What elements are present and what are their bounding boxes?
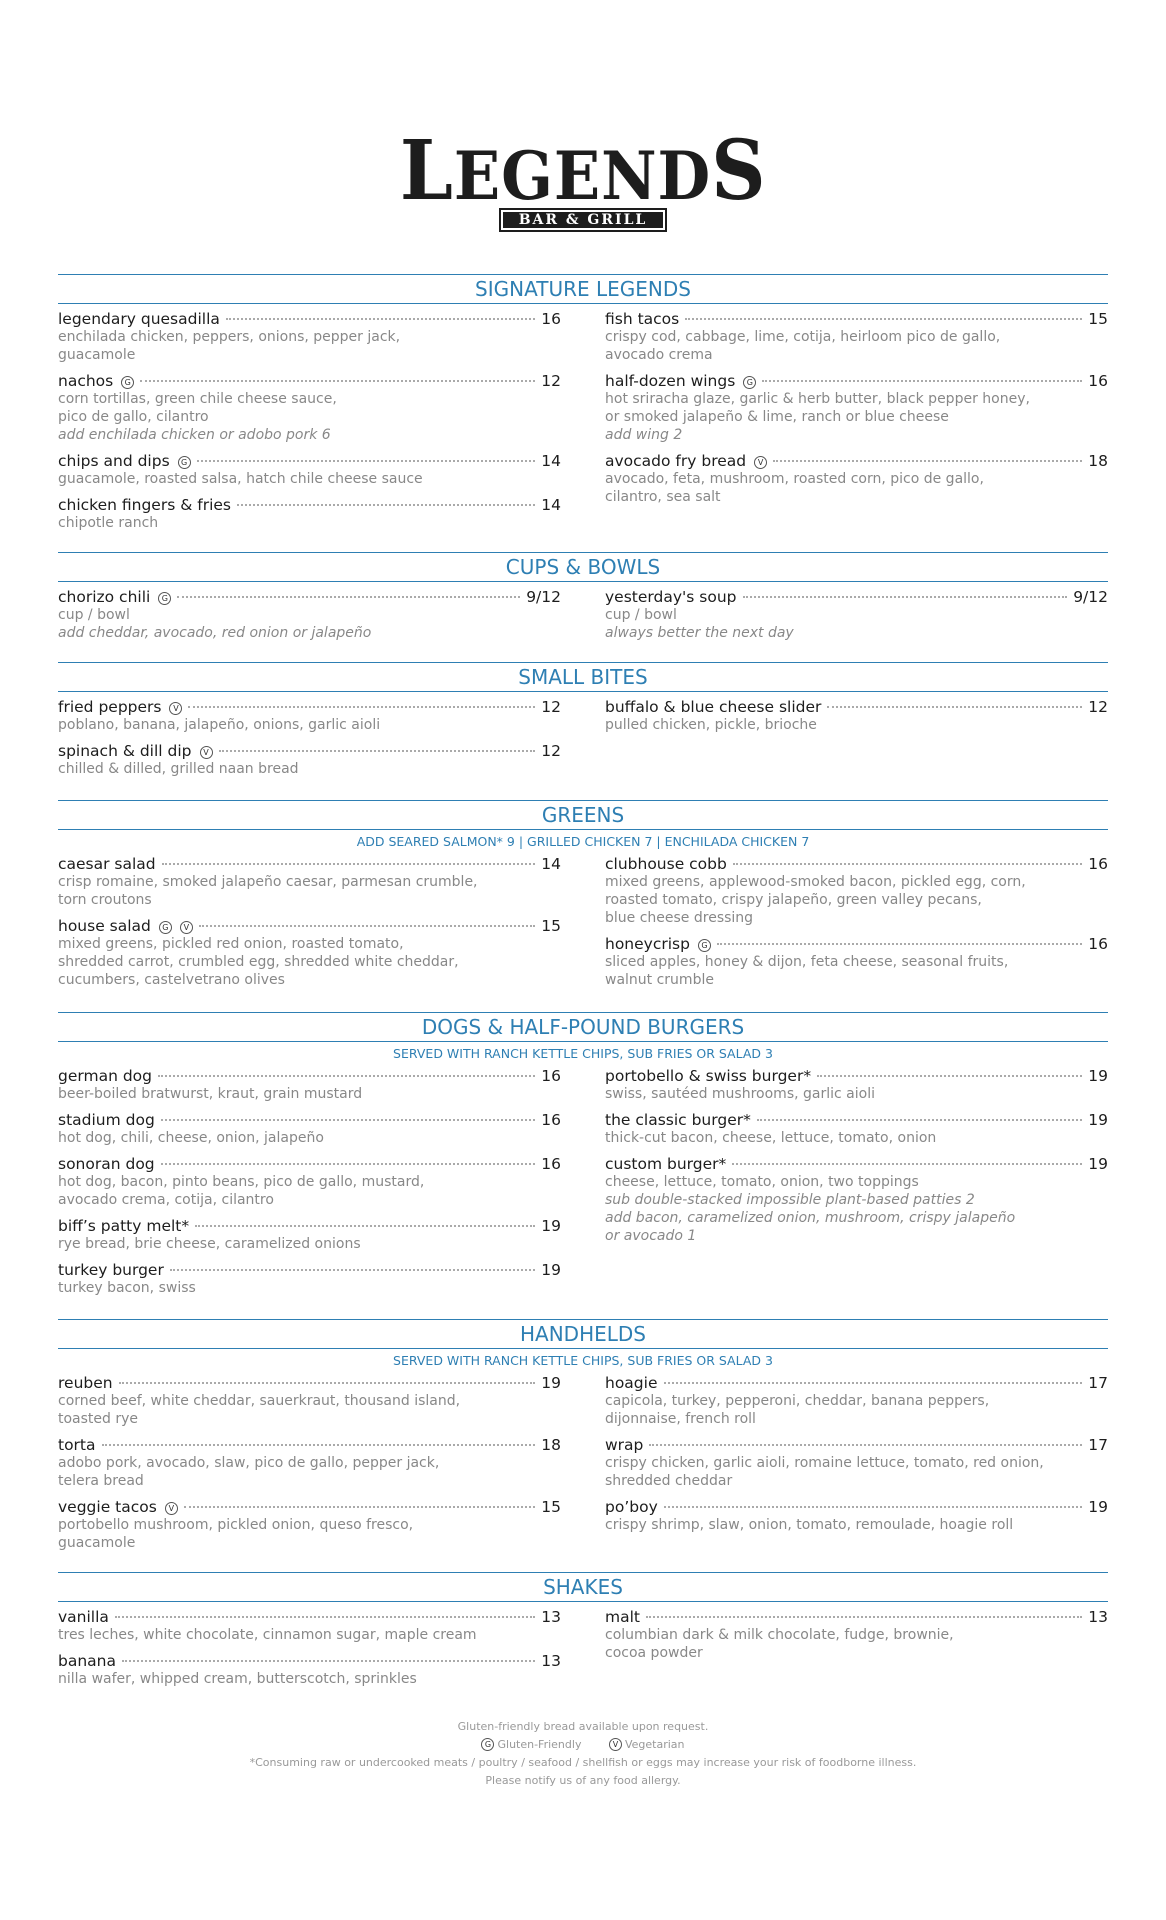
dot-leader — [177, 596, 520, 598]
menu-item-description: cocoa powder — [605, 1645, 703, 1661]
vegetarian-icon: V — [165, 1502, 178, 1515]
column-right — [605, 1608, 1108, 1696]
menu-item-description: cup / bowl — [58, 607, 130, 623]
footer — [0, 1718, 1166, 1790]
section-title: GREENS — [58, 800, 1108, 830]
menu-item-price: 12 — [541, 698, 561, 716]
menu-item-name: custom burger* — [605, 1155, 727, 1173]
menu-item — [605, 698, 1108, 734]
dot-leader — [664, 1506, 1083, 1508]
menu-item — [605, 1374, 1108, 1428]
menu-item-line — [58, 1217, 561, 1235]
menu-item-name: yesterday's soup — [605, 588, 737, 606]
menu-item-description: tres leches, white chocolate, cinnamon sugar, maple cream — [58, 1627, 477, 1643]
menu-item-line — [58, 1436, 561, 1454]
menu-item — [605, 1067, 1108, 1103]
section-handhelds — [58, 1319, 1108, 1560]
dot-leader — [827, 706, 1082, 708]
menu-item-price: 17 — [1088, 1436, 1108, 1454]
menu-item-description: or smoked jalapeño & lime, ranch or blue cheese — [605, 409, 949, 425]
menu-item-price: 13 — [1088, 1608, 1108, 1626]
menu-item-description: swiss, sautéed mushrooms, garlic aioli — [605, 1086, 875, 1102]
section-note: SERVED WITH RANCH KETTLE CHIPS, SUB FRIES OR SALAD 3 — [393, 1353, 773, 1368]
menu-item-description: avocado, feta, mushroom, roasted corn, pico de gallo, — [605, 471, 984, 487]
vegetarian-icon: V — [609, 1738, 622, 1751]
dot-leader — [162, 863, 536, 865]
menu-item-description: torn croutons — [58, 892, 152, 908]
section-small-bites — [58, 662, 1108, 786]
menu-item-description: cup / bowl — [605, 607, 677, 623]
menu-item-line — [58, 496, 561, 514]
menu-item — [605, 1155, 1108, 1245]
menu-item-name: hoagie — [605, 1374, 658, 1392]
menu-item-line — [58, 1374, 561, 1392]
menu-item-description: capicola, turkey, pepperoni, cheddar, banana peppers, — [605, 1393, 990, 1409]
menu-item-price: 17 — [1088, 1374, 1108, 1392]
menu-item-price: 16 — [1088, 855, 1108, 873]
menu-item-name: nachos — [58, 372, 114, 390]
menu-item-name: half-dozen wings — [605, 372, 736, 390]
footer-legend — [0, 1736, 1166, 1754]
menu-item-description: hot dog, chili, cheese, onion, jalapeño — [58, 1130, 324, 1146]
menu-item-description: mixed greens, applewood-smoked bacon, pickled egg, corn, — [605, 874, 1026, 890]
menu-item-line — [605, 1374, 1108, 1392]
column-right — [605, 1374, 1108, 1560]
section-columns — [58, 698, 1108, 786]
menu-item-price: 16 — [1088, 935, 1108, 953]
menu-item-price: 12 — [541, 372, 561, 390]
menu-item-line — [605, 1111, 1108, 1129]
section-columns — [58, 1067, 1108, 1305]
menu-item-name: spinach & dill dip — [58, 742, 192, 760]
gluten-friendly-icon: G — [158, 592, 171, 605]
menu-item — [58, 1155, 561, 1209]
vegetarian-icon: V — [180, 921, 193, 934]
menu-item-line — [605, 698, 1108, 716]
gluten-friendly-icon: G — [698, 939, 711, 952]
menu-item-price: 16 — [541, 310, 561, 328]
menu-item-price: 19 — [1088, 1155, 1108, 1173]
menu-item — [58, 1652, 561, 1688]
menu-item-description: guacamole, roasted salsa, hatch chile cheese sauce — [58, 471, 423, 487]
footer-disclaimer: *Consuming raw or undercooked meats / poultry / seafood / shellfish or eggs may increase your risk of foodborne illness. — [249, 1756, 917, 1769]
menu-item-description: columbian dark & milk chocolate, fudge, brownie, — [605, 1627, 954, 1643]
menu-item — [58, 742, 561, 778]
menu-item — [58, 855, 561, 909]
menu-item-name: turkey burger — [58, 1261, 164, 1279]
menu-item-description: roasted tomato, crispy jalapeño, green valley pecans, — [605, 892, 982, 908]
menu-item-description: enchilada chicken, peppers, onions, pepper jack, — [58, 329, 401, 345]
menu-item-line — [58, 1652, 561, 1670]
logo-letters-egend: EGEND — [453, 137, 711, 215]
dot-leader — [122, 1660, 535, 1662]
menu-item-name: reuben — [58, 1374, 113, 1392]
menu-item — [58, 698, 561, 734]
menu-item-line — [58, 310, 561, 328]
menu-item-price: 18 — [541, 1436, 561, 1454]
menu-item-name: sonoran dog — [58, 1155, 155, 1173]
menu-item — [58, 452, 561, 488]
section-columns — [58, 1374, 1108, 1560]
menu-item-name: chicken fingers & fries — [58, 496, 231, 514]
section-note: SERVED WITH RANCH KETTLE CHIPS, SUB FRIES OR SALAD 3 — [393, 1046, 773, 1061]
menu-item-price: 9/12 — [1073, 588, 1108, 606]
menu-item-line — [58, 1155, 561, 1173]
menu-item — [605, 1436, 1108, 1490]
menu-item-description: corned beef, white cheddar, sauerkraut, thousand island, — [58, 1393, 461, 1409]
menu-item-description: cucumbers, castelvetrano olives — [58, 972, 285, 988]
dot-leader — [773, 460, 1082, 462]
menu-item — [58, 1498, 561, 1552]
menu-item-description: chilled & dilled, grilled naan bread — [58, 761, 299, 777]
menu-item-name: clubhouse cobb — [605, 855, 727, 873]
dot-leader — [119, 1382, 536, 1384]
dot-leader — [158, 1075, 535, 1077]
menu-item-price: 15 — [1088, 310, 1108, 328]
gluten-friendly-icon: G — [743, 376, 756, 389]
menu-item-name: buffalo & blue cheese slider — [605, 698, 822, 716]
menu-item — [58, 1436, 561, 1490]
menu-item-description: nilla wafer, whipped cream, butterscotch, sprinkles — [58, 1671, 417, 1687]
dot-leader — [140, 380, 535, 382]
menu-item-price: 15 — [541, 1498, 561, 1516]
section-columns — [58, 310, 1108, 540]
menu-item-addon: add bacon, caramelized onion, mushroom, crispy jalapeño — [605, 1210, 1016, 1226]
menu-item-price: 14 — [541, 855, 561, 873]
menu-item-description: mixed greens, pickled red onion, roasted tomato, — [58, 936, 404, 952]
menu-item-price: 12 — [541, 742, 561, 760]
dot-leader — [646, 1616, 1082, 1618]
menu-item-line — [58, 372, 561, 390]
dot-leader — [757, 1119, 1082, 1121]
menu-item-name: fried peppers — [58, 698, 162, 716]
menu-item-name: german dog — [58, 1067, 152, 1085]
menu-item-description: hot dog, bacon, pinto beans, pico de gallo, mustard, — [58, 1174, 425, 1190]
dot-leader — [195, 1225, 535, 1227]
vegetarian-icon: V — [169, 702, 182, 715]
menu-item — [58, 588, 561, 642]
menu-item-description: cilantro, sea salt — [605, 489, 721, 505]
dot-leader — [237, 504, 535, 506]
section-columns — [58, 855, 1108, 997]
section-signature — [58, 274, 1108, 540]
section-title: SIGNATURE LEGENDS — [58, 274, 1108, 304]
menu-item — [58, 1261, 561, 1297]
section-title: HANDHELDS — [58, 1319, 1108, 1349]
dot-leader — [664, 1382, 1083, 1384]
dot-leader — [170, 1269, 535, 1271]
menu-item-description: sliced apples, honey & dijon, feta cheese, seasonal fruits, — [605, 954, 1009, 970]
column-right — [605, 855, 1108, 997]
dot-leader — [649, 1444, 1082, 1446]
legend-vegetarian — [609, 1736, 685, 1754]
menu-item-name: fish tacos — [605, 310, 680, 328]
menu-item-name: house salad — [58, 917, 151, 935]
menu-item-addon: or avocado 1 — [605, 1228, 697, 1244]
menu-item-description: crispy cod, cabbage, lime, cotija, heirloom pico de gallo, — [605, 329, 1001, 345]
menu-item — [58, 1217, 561, 1253]
menu-item — [58, 1067, 561, 1103]
menu-item — [605, 310, 1108, 364]
menu-item-price: 13 — [541, 1608, 561, 1626]
menu-item-description: guacamole — [58, 1535, 136, 1551]
menu-item-description: avocado crema — [605, 347, 713, 363]
menu-item-line — [58, 855, 561, 873]
menu-item — [605, 372, 1108, 444]
menu-item — [605, 935, 1108, 989]
section-title: SMALL BITES — [58, 662, 1108, 692]
menu-item-name: chips and dips — [58, 452, 170, 470]
dot-leader — [733, 863, 1082, 865]
menu-item-addon: always better the next day — [605, 625, 794, 641]
menu-item — [605, 1111, 1108, 1147]
menu-item-addon: sub double-stacked impossible plant-based patties 2 — [605, 1192, 975, 1208]
menu-item — [58, 1111, 561, 1147]
menu-item-description: turkey bacon, swiss — [58, 1280, 196, 1296]
column-right — [605, 698, 1108, 786]
gluten-friendly-icon: G — [178, 456, 191, 469]
menu-item — [58, 310, 561, 364]
menu-item-description: crispy shrimp, slaw, onion, tomato, remoulade, hoagie roll — [605, 1517, 1014, 1533]
dot-leader — [762, 380, 1082, 382]
menu-item-name: honeycrisp — [605, 935, 690, 953]
column-right — [605, 310, 1108, 540]
dot-leader — [219, 750, 536, 752]
menu-item-line — [605, 310, 1108, 328]
menu-item-description: blue cheese dressing — [605, 910, 754, 926]
menu-item-line — [605, 1498, 1108, 1516]
menu-item-name: banana — [58, 1652, 116, 1670]
section-dogs-burgers — [58, 1012, 1108, 1305]
footer-bread-note: Gluten-friendly bread available upon request. — [457, 1720, 709, 1733]
menu-item-name: stadium dog — [58, 1111, 155, 1129]
menu-item-description: corn tortillas, green chile cheese sauce, — [58, 391, 337, 407]
menu-item-line — [605, 1067, 1108, 1085]
menu-item — [605, 1498, 1108, 1534]
menu-item-name: veggie tacos — [58, 1498, 157, 1516]
column-left — [58, 1608, 561, 1696]
menu-item-line — [58, 698, 561, 716]
section-note: ADD SEARED SALMON* 9 | GRILLED CHICKEN 7 | ENCHILADA CHICKEN 7 — [356, 834, 810, 849]
menu-item-name: vanilla — [58, 1608, 109, 1626]
menu-item-description: dijonnaise, french roll — [605, 1411, 756, 1427]
menu-item-line — [58, 588, 561, 606]
dot-leader — [184, 1506, 535, 1508]
section-columns — [58, 588, 1108, 650]
menu-item-description: walnut crumble — [605, 972, 714, 988]
menu-item-description: adobo pork, avocado, slaw, pico de gallo, pepper jack, — [58, 1455, 440, 1471]
menu-item-description: thick-cut bacon, cheese, lettuce, tomato, onion — [605, 1130, 937, 1146]
menu-item-description: guacamole — [58, 347, 136, 363]
menu-item-description: shredded cheddar — [605, 1473, 733, 1489]
section-title: SHAKES — [58, 1572, 1108, 1602]
menu-item-line — [605, 855, 1108, 873]
vegetarian-icon: V — [200, 746, 213, 759]
column-left — [58, 1374, 561, 1560]
section-greens — [58, 800, 1108, 997]
dot-leader — [717, 943, 1082, 945]
dot-leader — [199, 925, 535, 927]
menu-item-name: the classic burger* — [605, 1111, 751, 1129]
menu-item-name: caesar salad — [58, 855, 156, 873]
menu-item — [605, 452, 1108, 506]
menu-item-price: 19 — [1088, 1498, 1108, 1516]
menu-item — [58, 1374, 561, 1428]
menu-item-line — [58, 452, 561, 470]
gluten-friendly-icon: G — [159, 921, 172, 934]
menu-item — [58, 917, 561, 989]
menu-item-description: rye bread, brie cheese, caramelized onions — [58, 1236, 361, 1252]
dot-leader — [115, 1616, 535, 1618]
menu-item-line — [58, 742, 561, 760]
menu-item-line — [58, 1608, 561, 1626]
menu-item-addon: add wing 2 — [605, 427, 683, 443]
menu-item — [605, 1608, 1108, 1662]
menu-item-line — [605, 588, 1108, 606]
logo-subtitle: BAR & GRILL — [499, 208, 668, 232]
dot-leader — [743, 596, 1068, 598]
legend-gluten-friendly-label: Gluten-Friendly — [497, 1738, 582, 1751]
logo-letter-s: S — [710, 123, 767, 219]
menu-item-price: 19 — [541, 1217, 561, 1235]
menu-item-description: portobello mushroom, pickled onion, queso fresco, — [58, 1517, 414, 1533]
menu-item-line — [58, 917, 561, 935]
menu-item-price: 19 — [1088, 1111, 1108, 1129]
menu-item-price: 16 — [541, 1155, 561, 1173]
menu-item-price: 18 — [1088, 452, 1108, 470]
menu-item-name: legendary quesadilla — [58, 310, 220, 328]
footer-allergy-note: Please notify us of any food allergy. — [485, 1774, 681, 1787]
menu-item-addon: add enchilada chicken or adobo pork 6 — [58, 427, 331, 443]
menu-item-price: 15 — [541, 917, 561, 935]
menu-item-line — [605, 1608, 1108, 1626]
section-cups — [58, 552, 1108, 650]
dot-leader — [197, 460, 536, 462]
vegetarian-icon: V — [754, 456, 767, 469]
menu-item-name: avocado fry bread — [605, 452, 747, 470]
menu-item-description: pico de gallo, cilantro — [58, 409, 209, 425]
menu-item-name: biff’s patty melt* — [58, 1217, 190, 1235]
menu-item-price: 12 — [1088, 698, 1108, 716]
menu-item-name: portobello & swiss burger* — [605, 1067, 812, 1085]
gluten-friendly-icon: G — [121, 376, 134, 389]
menu-item-line — [605, 372, 1108, 390]
menu-item-description: poblano, banana, jalapeño, onions, garlic aioli — [58, 717, 381, 733]
column-left — [58, 1067, 561, 1305]
column-left — [58, 310, 561, 540]
menu-item — [58, 372, 561, 444]
menu-item-name: malt — [605, 1608, 640, 1626]
dot-leader — [161, 1163, 536, 1165]
dot-leader — [102, 1444, 536, 1446]
legend-vegetarian-label: Vegetarian — [624, 1738, 685, 1751]
column-right — [605, 1067, 1108, 1305]
menu-item-addon: add cheddar, avocado, red onion or jalapeño — [58, 625, 372, 641]
dot-leader — [817, 1075, 1082, 1077]
menu-item-price: 16 — [541, 1067, 561, 1085]
menu-item-line — [58, 1498, 561, 1516]
menu-item-line — [58, 1111, 561, 1129]
menu-item-description: chipotle ranch — [58, 515, 159, 531]
menu-item-description: crisp romaine, smoked jalapeño caesar, parmesan crumble, — [58, 874, 478, 890]
dot-leader — [732, 1163, 1082, 1165]
menu-item-price: 13 — [541, 1652, 561, 1670]
menu-item-description: pulled chicken, pickle, brioche — [605, 717, 817, 733]
gluten-friendly-icon: G — [481, 1738, 494, 1751]
menu-item — [58, 1608, 561, 1644]
menu-item-line — [58, 1261, 561, 1279]
menu-item-price: 19 — [541, 1261, 561, 1279]
dot-leader — [188, 706, 535, 708]
logo-title — [399, 123, 767, 219]
menu-item-price: 19 — [1088, 1067, 1108, 1085]
column-left — [58, 855, 561, 997]
menu-item-line — [605, 452, 1108, 470]
menu-item-description: shredded carrot, crumbled egg, shredded white cheddar, — [58, 954, 459, 970]
menu-item-price: 16 — [1088, 372, 1108, 390]
column-left — [58, 588, 561, 650]
dot-leader — [226, 318, 535, 320]
menu-item-description: avocado crema, cotija, cilantro — [58, 1192, 274, 1208]
menu-item-line — [58, 1067, 561, 1085]
menu-item-name: chorizo chili — [58, 588, 151, 606]
menu-item-description: beer-boiled bratwurst, kraut, grain mustard — [58, 1086, 363, 1102]
menu-item-price: 9/12 — [526, 588, 561, 606]
legend-gluten-friendly — [481, 1736, 581, 1754]
menu-item-name: wrap — [605, 1436, 644, 1454]
menu-item — [58, 496, 561, 532]
menu-item-line — [605, 1436, 1108, 1454]
menu-item-price: 19 — [541, 1374, 561, 1392]
menu-item-price: 14 — [541, 496, 561, 514]
menu-item-price: 14 — [541, 452, 561, 470]
menu-item-price: 16 — [541, 1111, 561, 1129]
dot-leader — [161, 1119, 535, 1121]
menu-item-description: crispy chicken, garlic aioli, romaine lettuce, tomato, red onion, — [605, 1455, 1044, 1471]
menu-item-description: hot sriracha glaze, garlic & herb butter, black pepper honey, — [605, 391, 1030, 407]
menu-item-description: toasted rye — [58, 1411, 139, 1427]
menu-item — [605, 855, 1108, 927]
section-title: CUPS & BOWLS — [58, 552, 1108, 582]
column-left — [58, 698, 561, 786]
section-columns — [58, 1608, 1108, 1696]
menu-item-name: torta — [58, 1436, 96, 1454]
menu-item-name: po’boy — [605, 1498, 658, 1516]
menu-item — [605, 588, 1108, 642]
menu-item-line — [605, 1155, 1108, 1173]
menu-item-line — [605, 935, 1108, 953]
menu-item-description: telera bread — [58, 1473, 144, 1489]
dot-leader — [685, 318, 1082, 320]
logo-letter-l: L — [399, 123, 454, 219]
section-shakes — [58, 1572, 1108, 1696]
menu-item-description: cheese, lettuce, tomato, onion, two toppings — [605, 1174, 919, 1190]
section-title: DOGS & HALF-POUND BURGERS — [58, 1012, 1108, 1042]
logo — [0, 123, 1166, 232]
column-right — [605, 588, 1108, 650]
